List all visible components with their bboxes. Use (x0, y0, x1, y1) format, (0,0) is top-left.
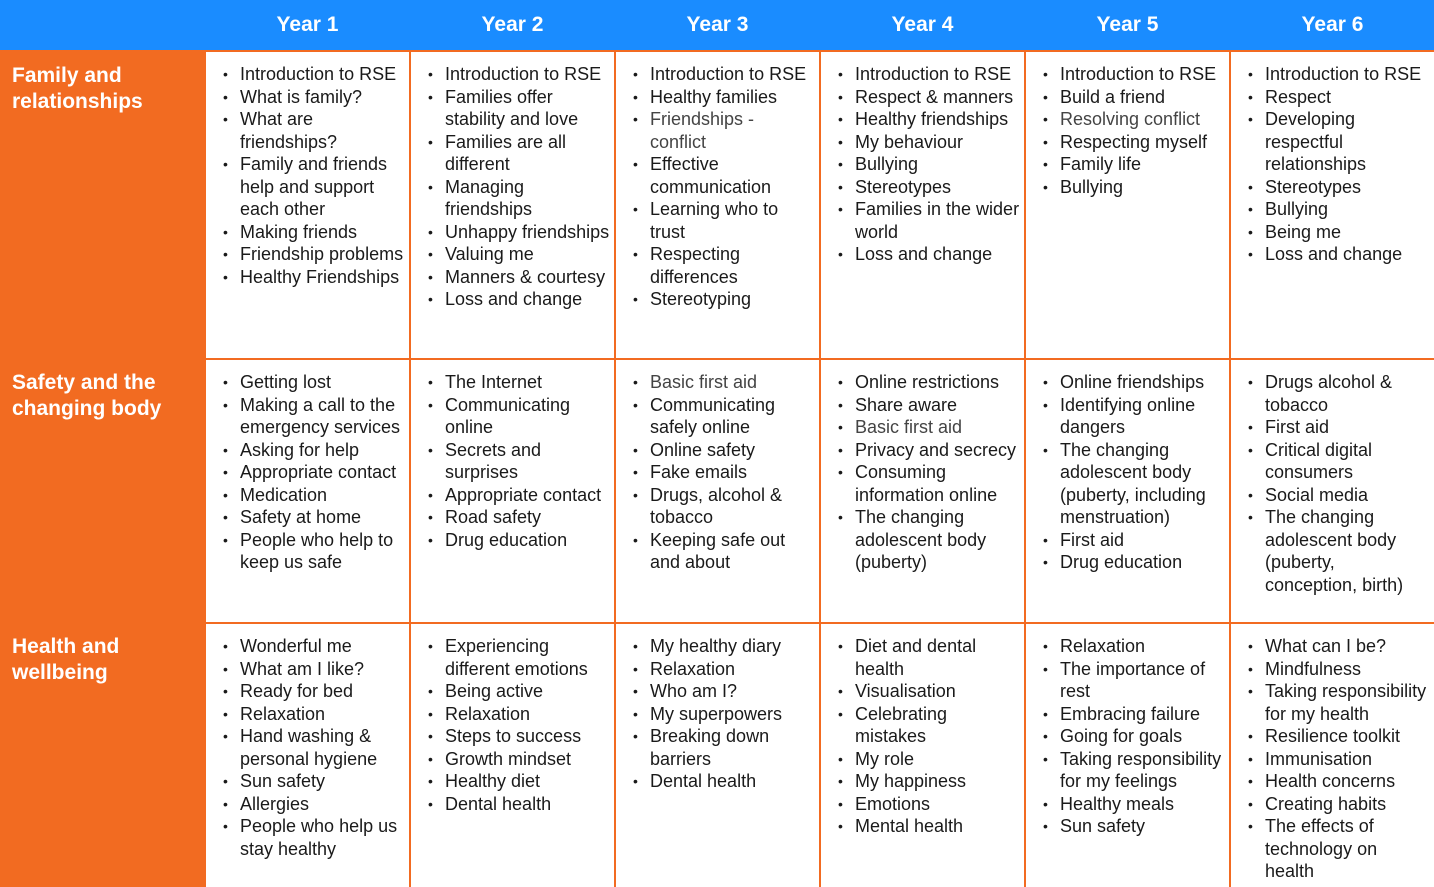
topic-item: • Relaxation (445, 703, 610, 726)
topic-item: • Resolving conflict (1060, 108, 1225, 131)
topic-item: • The importance of rest (1060, 658, 1225, 703)
topic-item: • Wonderful me (240, 635, 405, 658)
year-cell (1230, 623, 1434, 887)
topic-item: • Taking responsibility for my health (1265, 680, 1431, 725)
topic-item: • The effects of technology on health (1265, 815, 1431, 883)
year-cell (1230, 359, 1434, 623)
topic-item: • Getting lost (240, 371, 405, 394)
topic-item: • Valuing me (445, 243, 610, 266)
year-header-6: Year 6 (1230, 0, 1434, 51)
topic-item: • My happiness (855, 770, 1020, 793)
topic-list (425, 63, 610, 311)
topic-list (630, 635, 815, 793)
topic-item: • The changing adolescent body (puberty, including menstruation) (1060, 439, 1225, 529)
topic-item: • The changing adolescent body (puberty, conception, birth) (1265, 506, 1431, 596)
topic-item: • Experiencing different emotions (445, 635, 610, 680)
topic-item: • Effective communication (650, 153, 815, 198)
topic-item: • Respect (1265, 86, 1431, 109)
topic-item: • Unhappy friendships (445, 221, 610, 244)
topic-item: • Allergies (240, 793, 405, 816)
topic-item: • Share aware (855, 394, 1020, 417)
topic-item: • Visualisation (855, 680, 1020, 703)
topic-item: • What can I be? (1265, 635, 1431, 658)
topic-item: • My healthy diary (650, 635, 815, 658)
topic-item: • My behaviour (855, 131, 1020, 154)
topic-item: • Stereotypes (855, 176, 1020, 199)
topic-item: • Introduction to RSE (240, 63, 405, 86)
topic-item: • Loss and change (855, 243, 1020, 266)
topic-item: • Basic first aid (855, 416, 1020, 439)
topic-item: • What is family? (240, 86, 405, 109)
topic-item: • Emotions (855, 793, 1020, 816)
topic-item: • Respecting myself (1060, 131, 1225, 154)
topic-item: • Asking for help (240, 439, 405, 462)
topic-item: • Hand washing & personal hygiene (240, 725, 405, 770)
topic-item: • Creating habits (1265, 793, 1431, 816)
topic-item: • First aid (1265, 416, 1431, 439)
year-header-5: Year 5 (1025, 0, 1230, 51)
topic-item: • Developing respectful relationships (1265, 108, 1431, 176)
topic-item: • The changing adolescent body (puberty) (855, 506, 1020, 574)
topic-item: • Who am I? (650, 680, 815, 703)
topic-item: • Respecting differences (650, 243, 815, 288)
topic-item: • Diet and dental health (855, 635, 1020, 680)
topic-item: • Family and friends help and support each other (240, 153, 405, 221)
topic-list (1040, 63, 1225, 198)
topic-item: • Appropriate contact (445, 484, 610, 507)
topic-list (1040, 371, 1225, 574)
topic-item: • Resilience toolkit (1265, 725, 1431, 748)
topic-item: • Friendships - conflict (650, 108, 815, 153)
topic-item: • Loss and change (1265, 243, 1431, 266)
topic-list (425, 635, 610, 815)
year-cell (205, 623, 410, 887)
topic-item: • Manners & courtesy (445, 266, 610, 289)
topic-item: • Road safety (445, 506, 610, 529)
year-cell (205, 359, 410, 623)
topic-item: • Respect & manners (855, 86, 1020, 109)
year-cell (1025, 359, 1230, 623)
topic-item: • Friendship problems (240, 243, 405, 266)
year-cell (205, 51, 410, 359)
row-title: Health and wellbeing (0, 623, 205, 887)
topic-item: • Sun safety (240, 770, 405, 793)
topic-list (1040, 635, 1225, 838)
topic-item: • Social media (1265, 484, 1431, 507)
topic-item: • Celebrating mistakes (855, 703, 1020, 748)
topic-item: • Basic first aid (650, 371, 815, 394)
topic-item: • Introduction to RSE (445, 63, 610, 86)
topic-item: • The Internet (445, 371, 610, 394)
year-cell (820, 51, 1025, 359)
topic-list (1245, 371, 1431, 596)
year-header-3: Year 3 (615, 0, 820, 51)
year-cell (410, 623, 615, 887)
topic-item: • Healthy families (650, 86, 815, 109)
topic-item: • Drug education (445, 529, 610, 552)
row-title: Family and relationships (0, 51, 205, 359)
topic-item: • Ready for bed (240, 680, 405, 703)
topic-item: • Being active (445, 680, 610, 703)
topic-item: • Families are all different (445, 131, 610, 176)
topic-item: • Mental health (855, 815, 1020, 838)
topic-item: • Fake emails (650, 461, 815, 484)
topic-item: • Healthy Friendships (240, 266, 405, 289)
topic-item: • Build a friend (1060, 86, 1225, 109)
topic-item: • Privacy and secrecy (855, 439, 1020, 462)
header-corner (0, 0, 205, 51)
topic-item: • Embracing failure (1060, 703, 1225, 726)
year-cell (615, 623, 820, 887)
year-cell (1025, 51, 1230, 359)
topic-item: • Keeping safe out and about (650, 529, 815, 574)
topic-item: • Online friendships (1060, 371, 1225, 394)
topic-item: • Stereotypes (1265, 176, 1431, 199)
topic-item: • Immunisation (1265, 748, 1431, 771)
topic-item: • Identifying online dangers (1060, 394, 1225, 439)
topic-item: • Taking responsibility for my feelings (1060, 748, 1225, 793)
topic-item: • Learning who to trust (650, 198, 815, 243)
year-cell (1230, 51, 1434, 359)
topic-item: • Secrets and surprises (445, 439, 610, 484)
topic-item: • Health concerns (1265, 770, 1431, 793)
topic-item: • Medication (240, 484, 405, 507)
topic-item: • Healthy meals (1060, 793, 1225, 816)
topic-item: • Families offer stability and love (445, 86, 610, 131)
topic-item: • Breaking down barriers (650, 725, 815, 770)
year-cell (1025, 623, 1230, 887)
topic-item: • My superpowers (650, 703, 815, 726)
topic-item: • Mindfulness (1265, 658, 1431, 681)
topic-item: • Drugs alcohol & tobacco (1265, 371, 1431, 416)
topic-item: • Sun safety (1060, 815, 1225, 838)
topic-item: • Introduction to RSE (650, 63, 815, 86)
topic-list (1245, 63, 1431, 266)
topic-item: • Communicating safely online (650, 394, 815, 439)
topic-item: • Introduction to RSE (855, 63, 1020, 86)
topic-item: • Consuming information online (855, 461, 1020, 506)
topic-item: • Relaxation (1060, 635, 1225, 658)
topic-item: • Bullying (1060, 176, 1225, 199)
year-header-4: Year 4 (820, 0, 1025, 51)
topic-list (220, 635, 405, 860)
topic-list (220, 63, 405, 288)
year-cell (615, 359, 820, 623)
topic-list (835, 63, 1020, 266)
year-header-1: Year 1 (205, 0, 410, 51)
topic-item: • Making friends (240, 221, 405, 244)
topic-item: • Healthy diet (445, 770, 610, 793)
year-cell (410, 51, 615, 359)
topic-item: • Bullying (855, 153, 1020, 176)
topic-item: • Online safety (650, 439, 815, 462)
topic-item: • Introduction to RSE (1060, 63, 1225, 86)
topic-item: • Loss and change (445, 288, 610, 311)
topic-item: • Drugs, alcohol & tobacco (650, 484, 815, 529)
topic-list (835, 635, 1020, 838)
topic-item: • Critical digital consumers (1265, 439, 1431, 484)
topic-item: • Safety at home (240, 506, 405, 529)
topic-list (425, 371, 610, 551)
topic-item: • Making a call to the emergency services (240, 394, 405, 439)
year-cell (820, 359, 1025, 623)
topic-item: • Family life (1060, 153, 1225, 176)
topic-item: • People who help to keep us safe (240, 529, 405, 574)
year-cell (410, 359, 615, 623)
topic-item: • Communicating online (445, 394, 610, 439)
topic-item: • Growth mindset (445, 748, 610, 771)
year-header-2: Year 2 (410, 0, 615, 51)
topic-item: • First aid (1060, 529, 1225, 552)
topic-list (630, 371, 815, 574)
topic-item: • Going for goals (1060, 725, 1225, 748)
topic-item: • Relaxation (240, 703, 405, 726)
topic-item: • Managing friendships (445, 176, 610, 221)
topic-item: • Steps to success (445, 725, 610, 748)
topic-item: • Online restrictions (855, 371, 1020, 394)
topic-row (0, 51, 1434, 359)
topic-item: • Appropriate contact (240, 461, 405, 484)
topic-item: • Bullying (1265, 198, 1431, 221)
topic-item: • Drug education (1060, 551, 1225, 574)
topic-item: • What am I like? (240, 658, 405, 681)
topic-item: • What are friendships? (240, 108, 405, 153)
year-cell (615, 51, 820, 359)
topic-item: • Healthy friendships (855, 108, 1020, 131)
topic-item: • My role (855, 748, 1020, 771)
row-title: Safety and the changing body (0, 359, 205, 623)
topic-list (835, 371, 1020, 574)
topic-list (220, 371, 405, 574)
topic-item: • Dental health (650, 770, 815, 793)
topic-item: • Families in the wider world (855, 198, 1020, 243)
topic-item: • Dental health (445, 793, 610, 816)
topic-list (630, 63, 815, 311)
topic-item: • Introduction to RSE (1265, 63, 1431, 86)
topic-item: • Being me (1265, 221, 1431, 244)
year-header-row (0, 0, 1434, 51)
topic-list (1245, 635, 1431, 883)
year-cell (820, 623, 1025, 887)
topic-item: • Relaxation (650, 658, 815, 681)
topic-item: • Stereotyping (650, 288, 815, 311)
topic-row (0, 359, 1434, 623)
topic-row (0, 623, 1434, 887)
topic-item: • People who help us stay healthy (240, 815, 405, 860)
